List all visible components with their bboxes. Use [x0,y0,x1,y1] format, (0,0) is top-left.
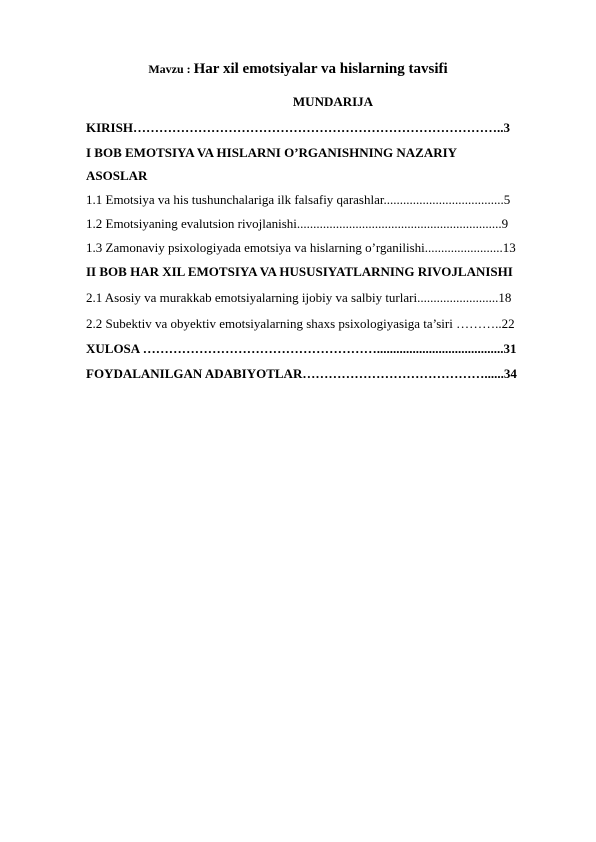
title-prefix: Mavzu : [148,62,194,76]
document-title [0,60,596,78]
toc-entry-chapter-2: II BOB HAR XIL EMOTSIYA VA HUSUSIYATLARNING RIVOJLANISHI [86,264,513,279]
toc-entry-2-2: 2.2 Subektiv va obyektiv emotsiyalarning shaxs psixologiyasiga ta’siri ………..22 [86,316,515,331]
toc-entry-1-1: 1.1 Emotsiya va his tushunchalariga ilk falsafiy qarashlar.....................................5 [86,192,511,207]
toc-entry-chapter-1-line-2: ASOSLAR [86,168,148,183]
toc-entry-2-1: 2.1 Asosiy va murakkab emotsiyalarning ijobiy va salbiy turlari.........................18 [86,290,512,305]
toc-entry-kirish: KIRISH…………………………………………………………………………..3 [86,120,510,135]
toc-entry-1-3: 1.3 Zamonaviy psixologiyada emotsiya va hislarning o’rganilishi........................13 [86,240,516,255]
toc-entry-1-2: 1.2 Emotsiyaning evalutsion rivojlanishi...............................................................9 [86,216,509,231]
toc-entry-adabiyotlar: FOYDALANILGAN ADABIYOTLAR……………………………………......34 [86,366,517,381]
toc-heading: MUNDARIJA [292,94,374,109]
toc-entry-xulosa: XULOSA ……………………………………………….......................................31 [86,341,517,356]
title-main: Har xil emotsiyalar va hislarning tavsifi [193,61,448,77]
toc-entry-chapter-1-line-1: I BOB EMOTSIYA VA HISLARNI O’RGANISHNING NAZARIY [86,145,458,160]
